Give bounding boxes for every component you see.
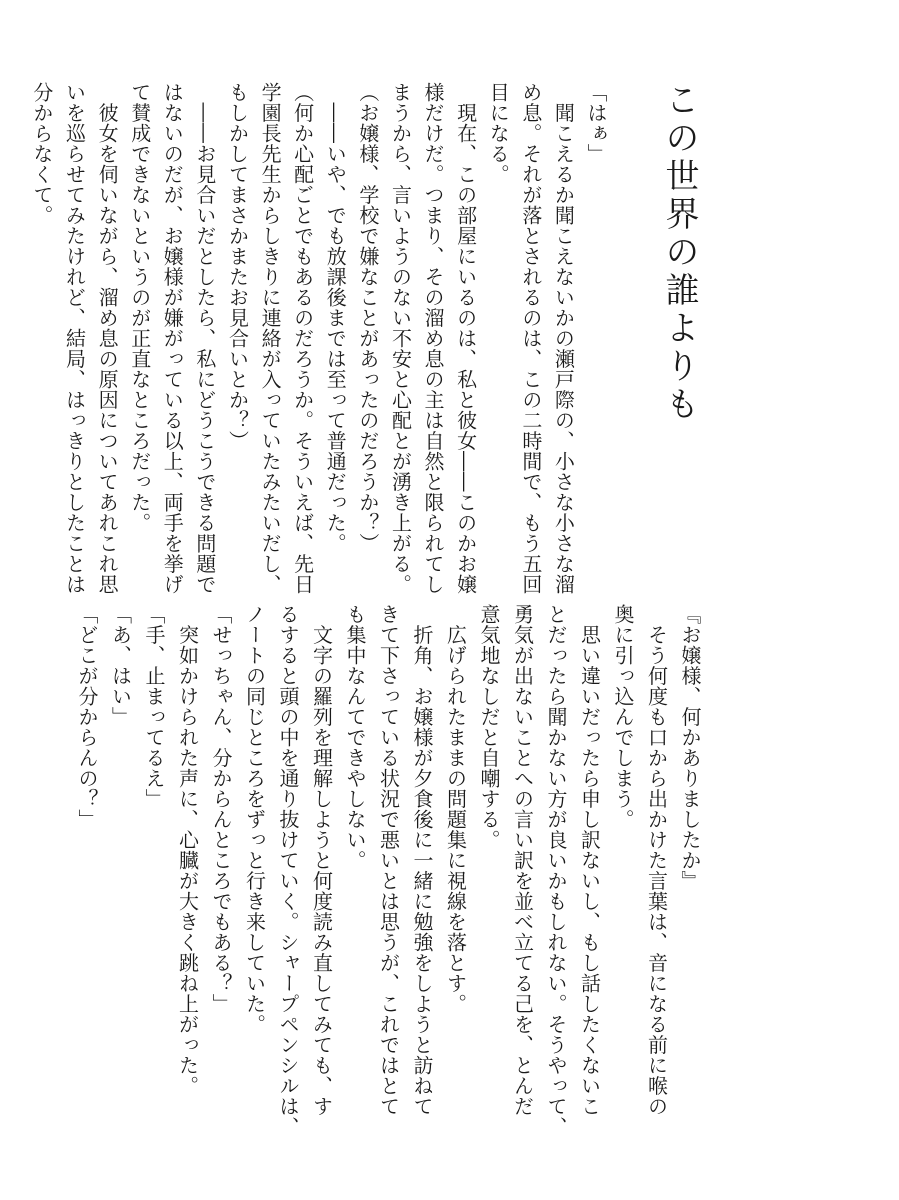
text-line: 奥に引っ込んでしまう。 [611,604,635,830]
text-line: 文字の羅列を理解しようと何度読み直してみても、す [309,604,334,1117]
text-line: め息。それが落とされるのは、この二時間で、もう五回 [518,82,543,595]
text-line: （お嬢様、学校で嫌なことがあったのだろうか？） [355,82,380,554]
text-line: ノートの同じところをずっと行き来していた。 [242,604,267,1035]
text-line: （何か心配ごとでもあるのだろうか。そういえば、先日 [290,82,315,595]
text-line: きて下さっている状況で悪いとは思うが、これではとて [376,604,401,1117]
text-line: 「はぁ」 [584,82,608,164]
text-line: まうから、言いようのない不安と心配とが湧き上がる。 [388,82,413,595]
lower-text-block [75,604,706,1137]
text-line: 折角、お嬢様が夕食後に一緒に勉強をしようと訪ねて [410,604,434,1117]
text-line: そう何度も口から出かけた言葉は、音になる前に喉の [644,604,669,1117]
chapter-title: この世界の誰よりも [659,82,699,424]
text-line: はないのだが、お嬢様が嫌がっている以上、両手を挙げ [160,82,185,595]
text-line: 「手、止まってるえ」 [142,604,166,809]
text-line: 勇気が出ないことへの言い訳を並べ立てる己を、とんだ [510,604,535,1117]
text-line: 『お嬢様、何かありましたか』 [678,604,702,891]
text-line: るすると頭の中を通り抜けていく。シャープペンシルは、 [276,604,300,1137]
text-line: も集中なんてできやしない。 [343,604,367,871]
text-line: 様だけだ。つまり、その溜め息の主は自然と限られてし [421,82,446,595]
text-line: 意気地なしだと自嘲する。 [477,604,501,850]
text-line: 目になる。 [486,82,511,185]
text-line: 「どこが分からんの？」 [75,604,99,830]
text-line: いを巡らせてみたけれど、結局、はっきりとしたことは [62,82,87,595]
text-line: とだったら聞かない方が良いかもしれない。そうやって、 [544,604,568,1137]
text-line: 「あ、はい」 [108,604,133,727]
text-line: 聞こえるか聞こえないかの瀬戸際の、小さな小さな溜 [551,82,576,595]
text-line: 学園長先生からしきりに連絡が入っていたみたいだし、 [258,82,283,595]
text-line: 突如かけられた声に、心臓が大きく跳ね上がった。 [175,604,200,1096]
text-line: 現在、この部屋にいるのは、私と彼女――このかお嬢 [453,82,478,595]
text-line: 彼女を伺いながら、溜め息の原因についてあれこれ思 [95,82,120,595]
text-line: もしかしてまさかまたお見合いとか？） [225,82,250,451]
text-line: 分からなくて。 [29,82,54,226]
text-line: て賛成できないというのが正直なところだった。 [127,82,152,533]
text-line: 「せっちゃん、分からんところでもある？」 [209,604,233,1014]
text-line: 広げられたままの問題集に視線を落とす。 [443,604,468,1014]
upper-text-block [29,82,612,595]
text-line: ――いや、でも放課後までは至って普通だった。 [323,82,348,554]
text-line: 思い違いだったら申し訳ないし、もし話したくないこ [577,604,602,1117]
text-line: ――お見合いだとしたら、私にどうこうできる問題で [192,82,217,595]
